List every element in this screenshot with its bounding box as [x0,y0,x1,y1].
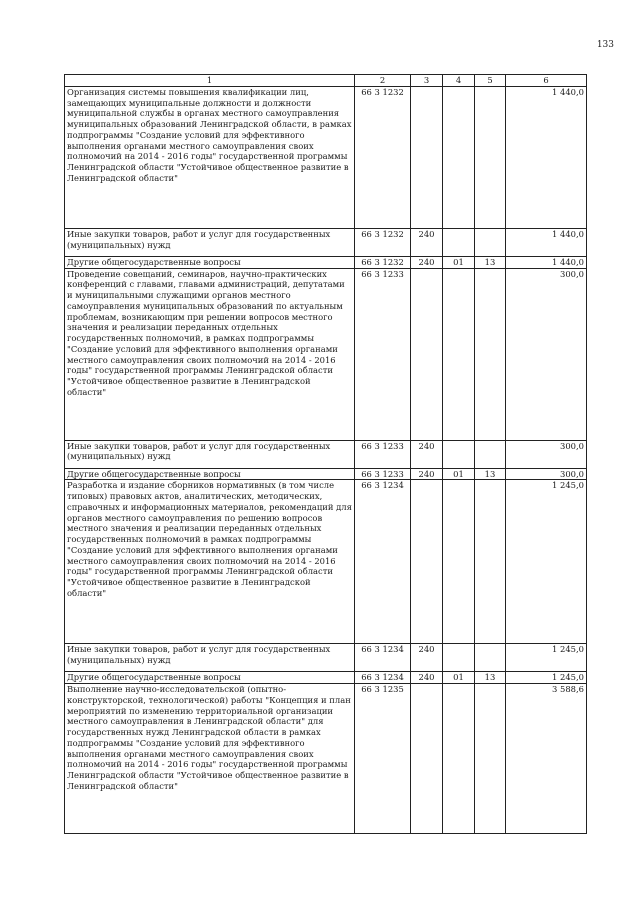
row-type [411,684,443,834]
row-name: Разработка и издание сборников нормативных (в том числе типовых) правовых актов, аналитических, методических, справочных и информационных материалов, рекомендаций для органов местного самоуправления по решению вопросов местного значения и реализации переданных отдельных государственных полномочий в рамках подпрограммы "Создание условий для эффективного выполнения органами местного самоуправления своих полномочий на 2014 - 2016 годы" государственной программы Ленинградской области "Устойчивое общественное развитие в Ленинградской области" [65,480,355,644]
row-name: Организация системы повышения квалификации лиц, замещающих муниципальные должности и должности муниципальной службы в органах местного самоуправления муниципальных образований Ленинградской области, в рамках подпрограммы "Создание условий для эффективного выполнения органами местного самоуправления своих полномочий на 2014 - 2016 годы" государственной программы Ленинградской области "Устойчивое общественное развитие в Ленинградской области" [65,86,355,228]
row-subsection: 13 [475,468,506,480]
header-cell: 3 [411,75,443,87]
row-code: 66 3 1235 [355,684,411,834]
row-subsection [475,684,506,834]
row-code: 66 3 1233 [355,440,411,468]
table-row [65,256,587,268]
row-code: 66 3 1232 [355,228,411,256]
table-row [65,480,587,644]
row-amount: 300,0 [506,468,587,480]
row-type: 240 [411,256,443,268]
row-name: Другие общегосударственные вопросы [65,672,355,684]
table-row [65,672,587,684]
row-name: Иные закупки товаров, работ и услуг для государственных (муниципальных) нужд [65,228,355,256]
row-type [411,268,443,440]
table-header-row [65,75,587,87]
budget-table [64,74,587,834]
row-section [443,86,475,228]
row-code: 66 3 1232 [355,86,411,228]
row-section [443,644,475,672]
row-amount: 300,0 [506,440,587,468]
row-code: 66 3 1233 [355,268,411,440]
row-section [443,440,475,468]
row-type: 240 [411,672,443,684]
row-subsection [475,480,506,644]
row-subsection: 13 [475,672,506,684]
row-code: 66 3 1232 [355,256,411,268]
row-name: Выполнение научно-исследовательской (опытно-конструкторской, технологической) работы "Концепция и план мероприятий по изменению территориальной организации местного самоуправления в Ленинградской области" для государственных нужд Ленинградской области в рамках подпрограммы "Создание условий для эффективного выполнения органами местного самоуправления своих полномочий на 2014 - 2016 годы" государственной программы Ленинградской области "Устойчивое общественное развитие в Ленинградской области" [65,684,355,834]
row-section [443,480,475,644]
row-code: 66 3 1234 [355,644,411,672]
row-amount: 1 245,0 [506,672,587,684]
row-subsection [475,268,506,440]
table-row [65,468,587,480]
header-cell: 6 [506,75,587,87]
table-row [65,86,587,228]
row-section: 01 [443,468,475,480]
row-amount: 1 440,0 [506,228,587,256]
table-row [65,228,587,256]
row-section [443,268,475,440]
row-code: 66 3 1234 [355,480,411,644]
row-amount: 300,0 [506,268,587,440]
row-subsection [475,86,506,228]
table-row [65,684,587,834]
row-type: 240 [411,468,443,480]
table-row [65,644,587,672]
table-row [65,268,587,440]
row-subsection [475,440,506,468]
table-row [65,440,587,468]
row-name: Другие общегосударственные вопросы [65,468,355,480]
row-name: Иные закупки товаров, работ и услуг для государственных (муниципальных) нужд [65,440,355,468]
row-section: 01 [443,256,475,268]
header-cell: 1 [65,75,355,87]
row-name: Иные закупки товаров, работ и услуг для государственных (муниципальных) нужд [65,644,355,672]
row-section: 01 [443,672,475,684]
page-number: 133 [596,40,614,50]
row-type: 240 [411,644,443,672]
row-code: 66 3 1234 [355,672,411,684]
row-type: 240 [411,440,443,468]
row-type [411,480,443,644]
row-amount: 3 588,6 [506,684,587,834]
row-subsection [475,228,506,256]
row-type: 240 [411,228,443,256]
row-subsection [475,644,506,672]
row-section [443,684,475,834]
row-code: 66 3 1233 [355,468,411,480]
row-section [443,228,475,256]
header-cell: 4 [443,75,475,87]
row-amount: 1 245,0 [506,644,587,672]
row-subsection: 13 [475,256,506,268]
row-type [411,86,443,228]
row-amount: 1 440,0 [506,86,587,228]
row-name: Проведение совещаний, семинаров, научно-практических конференций с главами, главами администраций, депутатами и муниципальными служащими органов местного самоуправления муниципальных образований по актуальным проблемам, возникающим при решении вопросов местного значения и реализации переданных отдельных государственных полномочий, в рамках подпрограммы "Создание условий для эффективного выполнения органами местного самоуправления своих полномочий на 2014 - 2016 годы" государственной программы Ленинградской области "Устойчивое общественное развитие в Ленинградской области" [65,268,355,440]
header-cell: 2 [355,75,411,87]
row-name: Другие общегосударственные вопросы [65,256,355,268]
header-cell: 5 [475,75,506,87]
row-amount: 1 440,0 [506,256,587,268]
row-amount: 1 245,0 [506,480,587,644]
